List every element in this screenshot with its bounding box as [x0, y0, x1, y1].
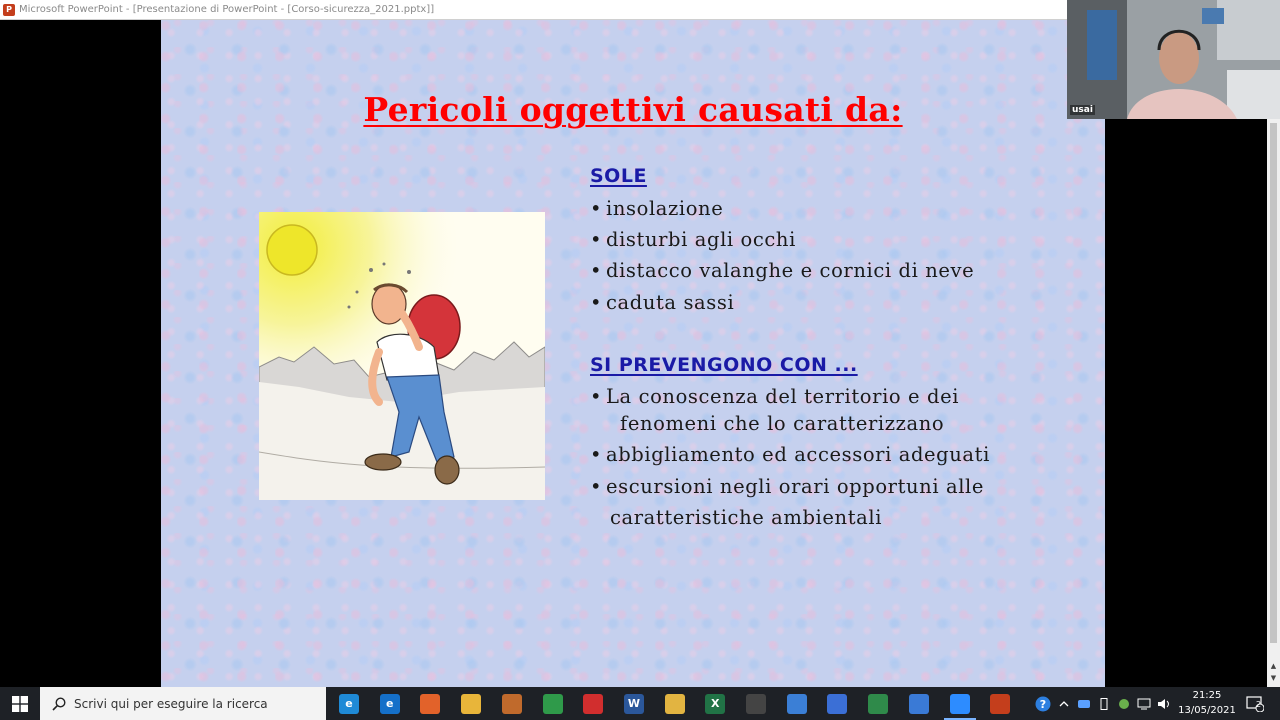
participant-video — [1067, 0, 1280, 119]
bullet-item: • distacco valanghe e cornici di neve — [590, 259, 975, 282]
notifications-icon[interactable] — [1244, 687, 1266, 720]
powerpoint-icon[interactable] — [980, 687, 1020, 720]
bullet-dot: • — [590, 443, 603, 466]
svg-text:?: ? — [1039, 697, 1047, 711]
search-icon — [52, 697, 66, 711]
participant-name-label: usai — [1072, 105, 1093, 115]
slide-canvas — [161, 20, 1105, 687]
bullet-dot: • — [590, 291, 603, 314]
bullet-dot: • — [590, 475, 603, 498]
chrome-icon[interactable] — [533, 687, 573, 720]
slide-title: Pericoli oggettivi causati da: — [363, 90, 903, 129]
document-icon[interactable] — [817, 687, 857, 720]
bullet-item: • disturbi agli occhi — [590, 228, 796, 251]
vertical-scrollbar[interactable] — [1267, 119, 1280, 687]
hiker-in-sun-illustration — [259, 212, 545, 500]
zoom-icon[interactable] — [940, 687, 980, 720]
chart-app-icon[interactable] — [899, 687, 939, 720]
scrollbar-thumb[interactable] — [1270, 123, 1277, 643]
bullet-dot: • — [590, 259, 603, 282]
sun-icon — [267, 225, 317, 275]
scroll-up-arrow-icon[interactable]: ▲ — [1270, 662, 1277, 670]
mail-icon[interactable] — [655, 687, 695, 720]
clock-date: 13/05/2021 — [1178, 705, 1236, 716]
bullet-item: • insolazione — [590, 197, 724, 220]
search-input[interactable] — [74, 697, 314, 711]
edge-legacy-icon[interactable]: e — [370, 687, 410, 720]
bullet-dot: • — [590, 385, 603, 408]
clock-time: 21:25 — [1192, 690, 1222, 701]
start-button[interactable] — [0, 687, 40, 720]
window-title-bar — [0, 0, 1067, 20]
bullet-dot: • — [590, 228, 603, 251]
pdf-icon[interactable] — [573, 687, 613, 720]
spreadsheet-icon[interactable] — [858, 687, 898, 720]
usb-drive-icon[interactable] — [1096, 687, 1112, 720]
security-shield-icon[interactable] — [1116, 687, 1132, 720]
settings-icon[interactable] — [492, 687, 532, 720]
section-heading-sole: SOLE — [590, 165, 647, 187]
section-heading-prevention: SI PREVENGONO CON ... — [590, 354, 858, 376]
help-icon[interactable] — [1034, 687, 1052, 720]
bullet-item: • escursioni negli orari opportuni alle — [590, 475, 985, 498]
paint-icon[interactable] — [736, 687, 776, 720]
zoom-tray-icon[interactable] — [1076, 687, 1092, 720]
scroll-down-arrow-icon[interactable]: ▼ — [1270, 674, 1277, 682]
bullet-continuation: caratteristiche ambientali — [610, 506, 883, 529]
notification-count: 2 — [1256, 700, 1262, 709]
bullet-continuation: fenomeni che lo caratterizzano — [620, 412, 945, 435]
file-explorer-icon[interactable] — [451, 687, 491, 720]
word-icon[interactable]: W — [614, 687, 654, 720]
chevron-up-icon[interactable] — [1057, 687, 1071, 720]
system-clock[interactable] — [1172, 688, 1242, 718]
taskbar-search-box[interactable] — [40, 687, 326, 720]
window-title: Microsoft PowerPoint - [Presentazione di PowerPoint - [Corso-sicurezza_2021.pptx]] — [19, 4, 435, 15]
bullet-item: • caduta sassi — [590, 291, 735, 314]
excel-icon[interactable]: X — [695, 687, 735, 720]
bullet-item: • La conoscenza del territorio e dei — [590, 385, 960, 408]
bullet-item: • abbigliamento ed accessori adeguati — [590, 443, 990, 466]
teams-icon[interactable] — [777, 687, 817, 720]
firefox-icon[interactable] — [410, 687, 450, 720]
edge-chromium-icon[interactable]: e — [329, 687, 369, 720]
bullet-dot: • — [590, 197, 603, 220]
network-icon[interactable] — [1136, 687, 1152, 720]
volume-icon[interactable] — [1155, 687, 1173, 720]
powerpoint-icon: P — [3, 4, 15, 16]
webcam-video-thumbnail[interactable] — [1067, 0, 1280, 119]
windows-taskbar — [0, 687, 1280, 720]
windows-logo-icon — [12, 696, 28, 712]
illustration-svg — [259, 212, 545, 500]
